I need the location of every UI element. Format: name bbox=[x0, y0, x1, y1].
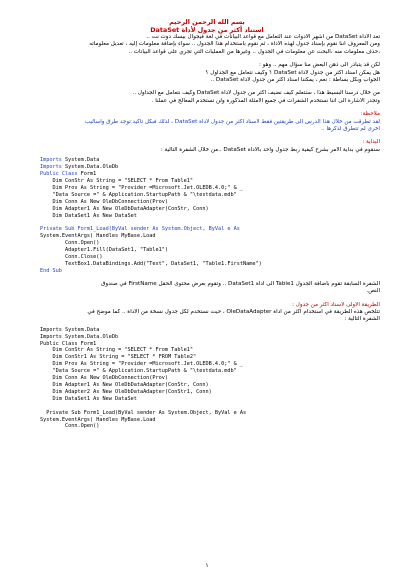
intro-line: ،حذف معلومات منه ،البحث عن معلومات في الجدول .. وغيرها من العمليات التي تجري على قواعد البيانات .. bbox=[128, 48, 380, 55]
note-line: اخرى لم تتطرق لذكرها .. bbox=[321, 126, 380, 133]
code-line: Dim Adapter1 As New OleDbDataAdapter(ConStr, Conn) bbox=[40, 381, 209, 388]
method1-section bbox=[0, 302, 414, 324]
page-title: استناد أكثر من جدول لأداة DataSet bbox=[150, 26, 264, 34]
code-line: "Data Source =" & Application.StartupPath & "\testdata.mdb" bbox=[40, 368, 237, 375]
after-code1-line: الشفرة السابقة تقوم باضافة الجدول Table1 الى أداة DataSet1 .. وتقوم بعرض محتوى الحقل FirstName في صندوق bbox=[101, 280, 380, 287]
lesson-line: وتجدر الاشارة الى اننا نستخدم الشفرات في جميع الامثلة المذكورة ولن نستخدم المعالج في عملنا . bbox=[151, 97, 380, 104]
code-line: Public Class Form1 bbox=[40, 340, 97, 347]
code-block-2 bbox=[40, 327, 384, 431]
code-line: Dim Conn As New OleDbConnection(Prov) bbox=[40, 375, 169, 382]
start-section bbox=[0, 139, 414, 154]
basmala: بسم الله الرحمن الرحيم bbox=[169, 18, 245, 26]
code-line: Dim DataSet1 As New DataSet bbox=[40, 212, 137, 219]
code-line: Imports System.Data bbox=[40, 326, 100, 333]
start-label: البداية : bbox=[362, 139, 380, 146]
code-line: Dim ConStr As String = "SELECT * From Table1" bbox=[40, 347, 194, 354]
intro-line: ومن المعروف اننا نقوم بإسناد جدول لهذه الأداة ، ثم نقوم باستخدام هذا الجدول .. سواء بإضافة معلومات إليه ، تعديل معلوماته bbox=[89, 41, 380, 48]
question-paragraph bbox=[0, 62, 414, 84]
code-line: Private Sub Form1_Load(ByVal sender As System.Object, ByVal e As bbox=[40, 409, 247, 416]
code-line: Dim Adapter1 As New OleDbDataAdapter(ConStr, Conn) bbox=[40, 205, 209, 212]
note-label: ملاحظة: bbox=[360, 111, 380, 118]
method1-line: تتلخص هذه الطريقة في استخدام أكثر من أداة OleDataAdapter ، حيث نستخدم لكل جدول نسخة من الاداة .. كما موضح في bbox=[87, 308, 380, 315]
code-line: Imports System.Data.OleDb bbox=[40, 333, 119, 340]
code-line: Dim DataSet1 As New DataSet bbox=[40, 395, 137, 402]
code-line: Dim ConStr As String = "SELECT * From Table1" bbox=[40, 178, 194, 184]
method1-label: الطريقة الأولى لأسناد أكثر من جدول : bbox=[292, 301, 380, 308]
note-line: لقد تطرقت من خلال هذا الدرس الى طريقتين فقط لأسناد أكثر من جدول لأداة DataSet ، لذلك فبكل تأكيد توجد طرق وأساليب bbox=[84, 118, 380, 125]
code-line: Adapter1.Fill(DataSet1, "Table1") bbox=[40, 247, 169, 254]
code-line bbox=[40, 219, 384, 226]
code-block-1 bbox=[40, 157, 384, 274]
code-line: Imports System.Data.OleDb bbox=[40, 164, 119, 171]
page-number: ١ bbox=[205, 562, 209, 569]
lesson-paragraph bbox=[0, 90, 414, 105]
start-line: سنقوم في بداية الامر بشرح كيفية ربط جدول واحد بالأداة DataSet ..من خلال الشفرة التالية : bbox=[160, 146, 380, 153]
code-line: Dim Prov As String = "Provider =Microsoft.Jet.OLEDB.4.0;" & _ bbox=[40, 361, 244, 368]
code-line: Dim Conn As New OleDbConnection(Prov) bbox=[40, 198, 169, 205]
code-line: Imports System.Data bbox=[40, 157, 100, 164]
question-line: الجواب وبكل بساطة : نعم ، يمكننا اسناد اكثر من جدول لأداة DataSet .. bbox=[210, 77, 380, 84]
code-line: Conn.Open() bbox=[40, 240, 100, 247]
code-line: "Data Source =" & Application.StartupPath & "\testdata.mdb" bbox=[40, 191, 237, 198]
code-line: System.EventArgs) Handles MyBase.Load bbox=[40, 416, 156, 423]
code-line: Public Class Form1 bbox=[40, 171, 97, 178]
code-line: Conn.Close() bbox=[40, 253, 103, 260]
question-line: لكن قد يتبادر الى ذهن البعض منا سؤال مهم .. وهو : bbox=[258, 62, 380, 69]
code-line: Private Sub Form1_Load(ByVal sender As System.Object, ByVal e As bbox=[40, 226, 240, 233]
intro-paragraph bbox=[0, 34, 414, 56]
code-line: End Sub bbox=[40, 267, 62, 274]
after-code1-paragraph bbox=[0, 281, 414, 296]
code-line: TextBox1.DataBindings.Add("Text", DataSet1, "Table1.FirstName") bbox=[40, 260, 262, 267]
after-code1-line: النص. bbox=[366, 288, 380, 295]
code-line: Dim ConStr1 As String = "SELECT * FROM Table2" bbox=[40, 354, 197, 361]
lesson-line: من خلال درسنا البسيط هذا ، سنتعلم كيف نضيف أكثر من جدول لأداة DataSet وكيف نتعامل مع الجداول .. bbox=[132, 90, 380, 97]
code-line: Dim Prov As String = "Provider =Microsoft.Jet.OLEDB.4.0;" & _ bbox=[40, 184, 244, 191]
question-line: هل يمكن اسناد اكثر من جدول لأداة DataSet ؟ وكيف نتعامل مع الجداول ؟ bbox=[205, 69, 380, 76]
intro-line: تعد الأداة DataSet من أشهر الأدوات عند التعامل مع قواعد البيانات في لغة فيجوال بيسك دوت نت .. bbox=[146, 34, 380, 40]
code-line: Dim Adapter2 As New OleDbDataAdapter(ConStr1, Conn) bbox=[40, 388, 212, 395]
code-line: System.EventArgs) Handles MyBase.Load bbox=[40, 233, 156, 240]
method1-line: الشفرة التالية : bbox=[344, 316, 380, 323]
code-line: Conn.Open() bbox=[40, 423, 100, 430]
code-line bbox=[40, 403, 384, 410]
note-section bbox=[0, 111, 414, 133]
